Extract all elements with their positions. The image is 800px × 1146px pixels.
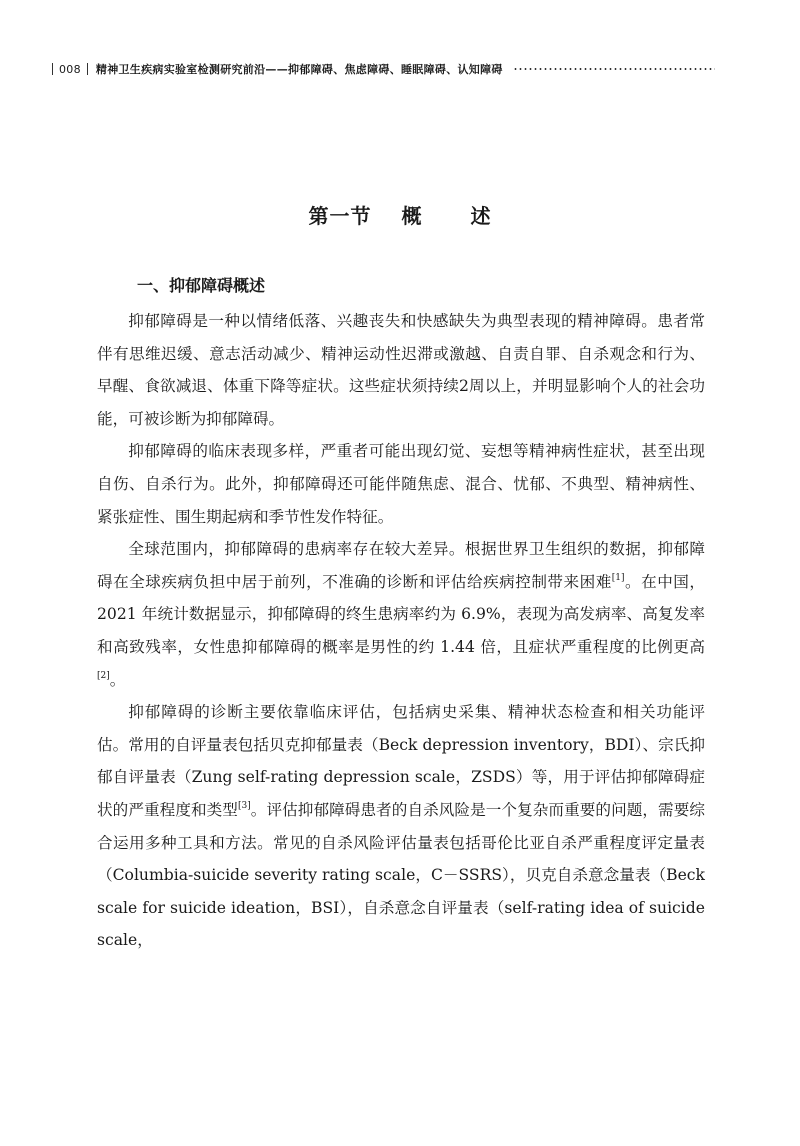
paragraph-3-part-2: 。在中国，2021 年统计数据显示，抑郁障碍的终生患病率约为 6.9%，表现为高发病率、高复发率和高致残率，女性患抑郁障碍的概率是男性的约 1.44 倍，且症状严重程度的比例更高 — [97, 572, 705, 656]
section-title-char-1: 概 — [401, 204, 423, 228]
paragraph-4-part-2: 。评估抑郁障碍患者的自杀风险是一个复杂而重要的问题，需要综合运用多种工具和方法。常见的自杀风险评估量表包括哥伦比亚自杀严重程度评定量表（Columbia-suicide severity rating scale，C－SSRS），贝克自杀意念量表（Beck scale for suicide ideation，BSI），自杀意念自评量表（self-rating idea of suicide scale， — [97, 800, 705, 950]
paragraph-3-part-1: 全球范围内，抑郁障碍的患病率存在较大差异。根据世界卫生组织的数据，抑郁障碍在全球疾病负担中居于前列，不准确的诊断和评估给疾病控制带来困难 — [97, 540, 705, 591]
section-title — [0, 200, 800, 229]
body-text — [97, 305, 705, 957]
citation-1: [1] — [611, 572, 625, 583]
paragraph-3 — [97, 533, 705, 696]
header-dotted-leader — [513, 68, 715, 70]
paragraph-1: 抑郁障碍是一种以情绪低落、兴趣丧失和快感缺失为典型表现的精神障碍。患者常伴有思维迟缓、意志活动减少、精神运动性迟滞或激越、自责自罪、自杀观念和行为、早醒、食欲减退、体重下降等症状。这些症状须持续2周以上，并明显影响个人的社会功能，可被诊断为抑郁障碍。 — [97, 312, 705, 428]
paragraph-4-part-1: 抑郁障碍的诊断主要依靠临床评估，包括病史采集、精神状态检查和相关功能评估。常用的自评量表包括贝克抑郁量表（Beck depression inventory，BDI）、宗氏抑郁自评量表（Zung self-rating depression scale，ZSDS）等，用于评估抑郁障碍症状的严重程度和类型 — [97, 703, 705, 819]
header-divider-left — [52, 63, 53, 75]
citation-2: [2] — [97, 670, 110, 681]
paragraph-2: 抑郁障碍的临床表现多样，严重者可能出现幻觉、妄想等精神病性症状，甚至出现自伤、自杀行为。此外，抑郁障碍还可能伴随焦虑、混合、忧郁、不典型、精神病性、紧张症性、围生期起病和季节性发作特征。 — [97, 442, 705, 526]
subsection-heading: 一、抑郁障碍概述 — [137, 276, 266, 295]
running-header — [50, 58, 715, 80]
paragraph-3-part-3: 。 — [109, 670, 126, 689]
section-title-char-2: 述 — [470, 204, 492, 228]
page-number: 008 — [59, 62, 81, 76]
section-number: 第一节 — [308, 204, 372, 228]
header-divider-right — [87, 63, 88, 75]
citation-3: [3] — [237, 800, 251, 811]
paragraph-4 — [97, 696, 705, 957]
book-title: 精神卫生疾病实验室检测研究前沿——抑郁障碍、焦虑障碍、睡眠障碍、认知障碍 — [95, 63, 503, 76]
